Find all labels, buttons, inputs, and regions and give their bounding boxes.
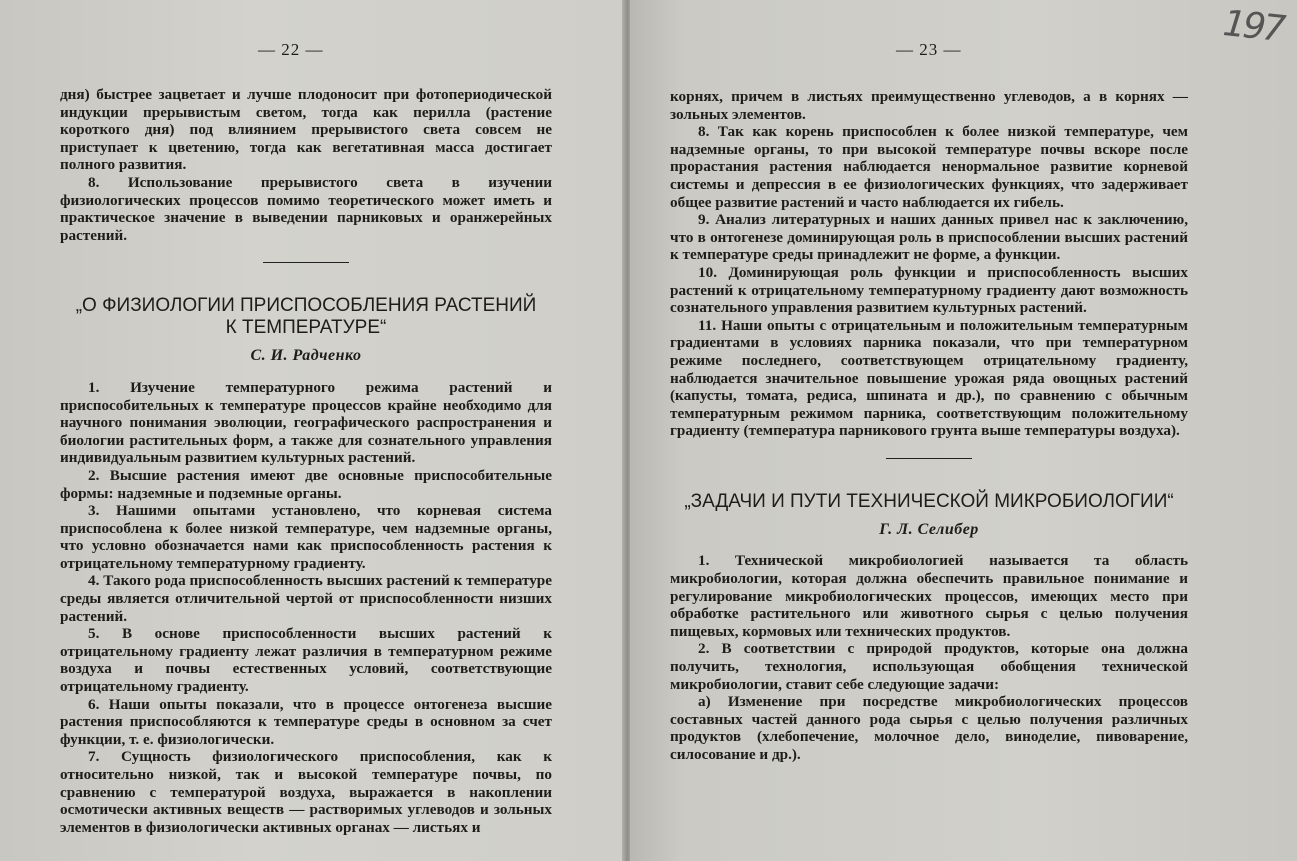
page-number-22: — 22 — xyxy=(258,40,324,59)
article-title-line: „О ФИЗИОЛОГИИ ПРИСПОСОБЛЕНИЯ РАСТЕНИЙ xyxy=(75,295,537,317)
paragraph: 10. Доминирующая роль функции и приспособленность высших растений к отрицательному температурному градиенту дают возможность сознательного управления развитием культурных растений. xyxy=(670,263,1188,317)
paragraph: 8. Так как корень приспособлен к более низкой температуре, чем надземные органы, то при высокой температуре почвы вскоре после прорастания растения наблюдается ненормальное развитие корневой системы и депрессия в ее физиологических функциях, что задерживает общее развитие растений и часто наблюдается их гибель. xyxy=(670,123,1188,211)
left-page xyxy=(0,0,628,861)
section-divider xyxy=(886,458,972,459)
paragraph: 7. Сущность физиологического приспособления, как к относительно низкой, так и высокой температуре почвы, по сравнению с температурой воздуха, выражается в накоплении осмотически активных веществ — растворимых углеводов и зольных элементов в физиологически активных органах — листьях и xyxy=(60,748,552,836)
paragraph: 3. Нашими опытами установлено, что корневая система приспособлена к более низкой температуре, чем надземные органы, что условно обозначается нами как приспособленность растения к отрицательному температурному градиенту. xyxy=(60,502,552,572)
paragraph: 4. Такого рода приспособленность высших растений к температуре среды является отличительной чертой от приспособленности низших растений. xyxy=(60,572,552,625)
paragraph: 1. Изучение температурного режима растений и приспособительных к температуре процессов крайне необходимо для научного понимания эволюции, географического распространения и биологии растительных форм, а также для сознательного управления индивидуальным развитием культурных растений. xyxy=(60,378,552,467)
paragraph: дня) быстрее зацветает и лучше плодоносит при фотопериодической индукции прерывистым светом, тогда как перилла (растение короткого дня) под влиянием прерывистого света совсем не приступает к цветению, тогда как вегетативная масса достигает полного развития. xyxy=(60,86,552,174)
paragraph: 2. Высшие растения имеют две основные приспособительные формы: надземные и подземные органы. xyxy=(60,466,552,502)
paragraph: 5. В основе приспособленности высших растений к отрицательному градиенту лежат различия в температурном режиме воздуха и почвы естественных условий, соответствующие отрицательному градиенту. xyxy=(60,625,552,696)
paragraph: 11. Наши опыты с отрицательным и положительным температурным градиентами в условиях парника показали, что при температурном режиме последнего, соответствующем отрицательному градиенту, наблюдается значительное повышение урожая ряда овощных растений (капусты, томата, редиса, шпината и др.), по сравнению с обычным температурным режимом парника, соответствующим положительному градиенту (температура парникового грунта выше температуры воздуха). xyxy=(670,316,1188,440)
right-page xyxy=(630,0,1297,861)
page-number-23: — 23 — xyxy=(896,40,962,59)
article-author: С. И. Радченко xyxy=(250,347,362,365)
article-title-line: К ТЕМПЕРАТУРЕ“ xyxy=(225,317,387,339)
paragraph: 2. В соответствии с природой продуктов, которые она должна получить, технология, использующая обобщения технической микробиологии, ставит себе следующие задачи: xyxy=(670,640,1188,693)
handwritten-note: 197 xyxy=(1221,2,1285,51)
left-column xyxy=(60,86,552,836)
section-divider xyxy=(263,262,349,263)
paragraph: 1. Технической микробиологией называется та область микробиологии, которая должна обеспечить правильное понимание и регулирование микробиологических процессов, имеющих место при обработке растительного или животного сырья с целью получения пищевых, кормовых или технических продуктов. xyxy=(670,552,1188,640)
right-column xyxy=(670,88,1188,764)
paragraph: 6. Наши опыты показали, что в процессе онтогенеза высшие растения приспособляются к температуре среды в основном за счет функции, т. е. физиологически. xyxy=(60,695,552,748)
article-title xyxy=(60,295,552,339)
paragraph: корнях, причем в листьях преимущественно углеводов, а в корнях — зольных элементов. xyxy=(670,88,1188,123)
paragraph: а) Изменение при посредстве микробиологических процессов составных частей данного рода сырья с целью получения различных продуктов (хлебопечение, молочное дело, виноделие, пивоварение, силосование и др.). xyxy=(670,693,1188,763)
article-author: Г. Л. Селибер xyxy=(879,520,979,538)
article-title: „ЗАДАЧИ И ПУТИ ТЕХНИЧЕСКОЙ МИКРОБИОЛОГИИ“ xyxy=(684,490,1174,512)
paragraph: 9. Анализ литературных и наших данных привел нас к заключению, что в онтогенезе доминирующая роль в приспособлении высших растений к температуре среды принадлежит не форме, а функции. xyxy=(670,211,1188,264)
paragraph: 8. Использование прерывистого света в изучении физиологических процессов помимо теоретического может иметь и практическое значение в выведении парниковых и оранжерейных растений. xyxy=(60,173,552,244)
